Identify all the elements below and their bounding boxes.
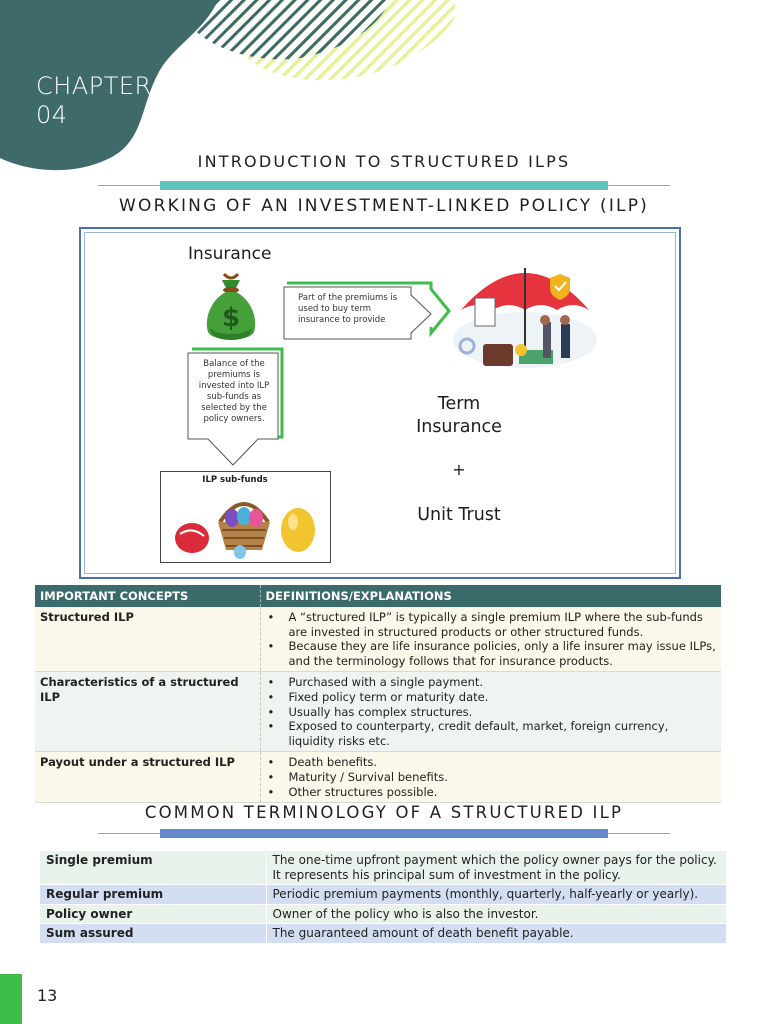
concept-definition [260, 752, 721, 803]
table-row [40, 904, 726, 924]
plus-sign: + [452, 460, 466, 479]
money-bag-icon [202, 270, 260, 344]
list-item: • Death benefits. [266, 755, 717, 770]
title-underline-bar [160, 829, 608, 838]
term-name: Regular premium [40, 885, 266, 905]
terminology-table [40, 851, 726, 944]
concept-name: Structured ILP [35, 607, 260, 672]
bullet-list [266, 610, 717, 668]
term-definition: The guaranteed amount of death benefit payable. [266, 924, 726, 944]
page-tab-marker [0, 974, 22, 1024]
term-name: Policy owner [40, 904, 266, 924]
concepts-header-row [35, 585, 721, 607]
term-definition: The one-time upfront payment which the policy owner pays for the policy. It represents his principal sum of investment in the policy. [266, 851, 726, 885]
list-item: • Other structures possible. [266, 785, 717, 800]
concepts-header-concept: IMPORTANT CONCEPTS [35, 585, 260, 607]
insurance-label: Insurance [188, 244, 272, 264]
table-row [35, 752, 721, 803]
list-item: • Maturity / Survival benefits. [266, 770, 717, 785]
concepts-header-definition: DEFINITIONS/EXPLANATIONS [260, 585, 721, 607]
bullet-list [266, 675, 717, 748]
chapter-word: CHAPTER [36, 72, 152, 100]
table-row [40, 851, 726, 885]
subfunds-label: ILP sub-funds [202, 475, 268, 485]
balance-callout-text: Balance of the premiums is invested into ILP sub-funds as selected by the policy owners. [198, 359, 270, 424]
table-row [35, 607, 721, 672]
premium-callout-text: Part of the premiums is used to buy term insurance to provide [298, 293, 398, 325]
term-name: Single premium [40, 851, 266, 885]
list-item: • A “structured ILP” is typically a single premium ILP where the sub-funds are invested in structured products or other structured funds. [266, 610, 717, 639]
list-item: • Exposed to counterparty, credit default, market, foreign currency, liquidity risks etc. [266, 719, 717, 748]
section-title-working: WORKING OF AN INVESTMENT-LINKED POLICY (ILP) [119, 196, 649, 216]
table-row [40, 924, 726, 944]
unit-trust-label: Unit Trust [417, 505, 501, 525]
important-concepts-table [35, 585, 721, 803]
title-underline-bar [160, 181, 608, 190]
concept-definition [260, 607, 721, 672]
list-item: • Purchased with a single payment. [266, 675, 717, 690]
chapter-number: 04 [36, 101, 68, 129]
table-row [35, 672, 721, 752]
list-item: • Usually has complex structures. [266, 705, 717, 720]
section-title-intro: INTRODUCTION TO STRUCTURED ILPS [197, 152, 571, 171]
page-number: 13 [37, 986, 58, 1005]
term-insurance-label: Term Insurance [416, 394, 502, 437]
list-item: • Because they are life insurance policies, only a life insurer may issue ILPs, and the terminology follows that for insurance products. [266, 639, 717, 668]
svg-text:$: $ [221, 303, 241, 333]
easter-eggs-basket-illustration [168, 490, 324, 560]
chapter-label [36, 72, 152, 130]
umbrella-insurance-illustration [447, 258, 607, 372]
term-definition: Owner of the policy who is also the investor. [266, 904, 726, 924]
term-name: Sum assured [40, 924, 266, 944]
table-row [40, 885, 726, 905]
concept-name: Payout under a structured ILP [35, 752, 260, 803]
concept-definition [260, 672, 721, 752]
section-title-terminology: COMMON TERMINOLOGY OF A STRUCTURED ILP [144, 803, 624, 822]
term-definition: Periodic premium payments (monthly, quarterly, half-yearly or yearly). [266, 885, 726, 905]
concept-name: Characteristics of a structured ILP [35, 672, 260, 752]
list-item: • Fixed policy term or maturity date. [266, 690, 717, 705]
bullet-list [266, 755, 717, 799]
